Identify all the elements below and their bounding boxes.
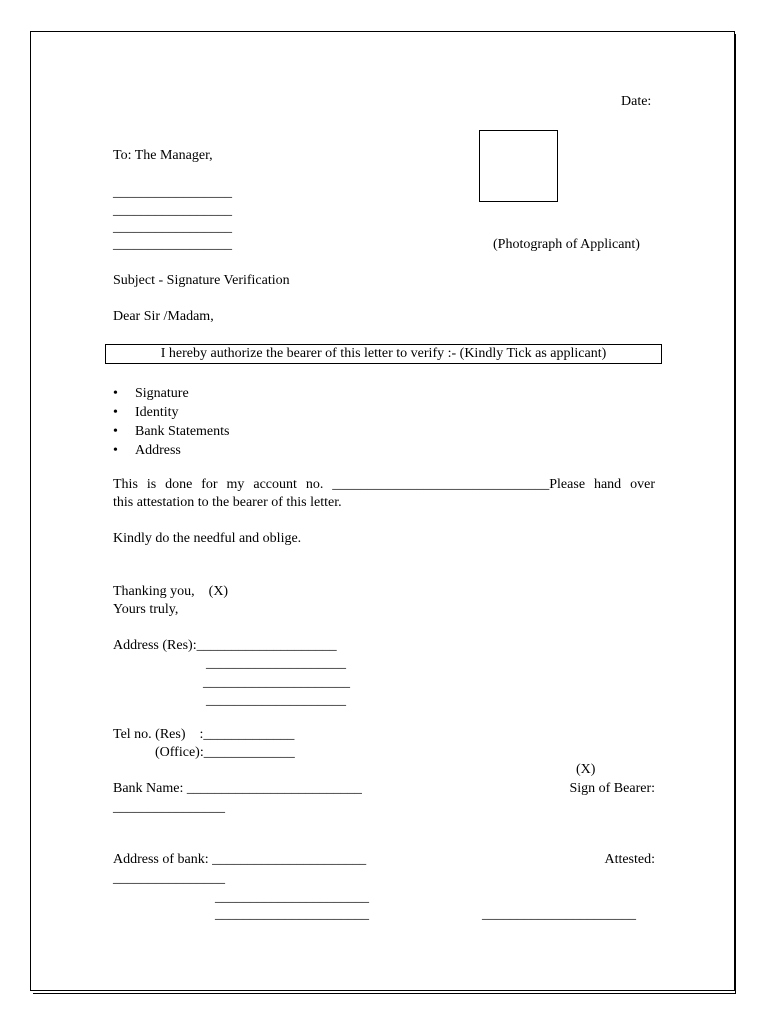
attest-signature-line: ______________________ <box>482 907 636 922</box>
to-line: To: The Manager, <box>113 148 213 163</box>
sign-of-bearer: Sign of Bearer: <box>569 781 655 796</box>
account-line: This is done for my account no. _______________________________Please hand over <box>113 477 655 492</box>
tel-office-line: (Office):_____________ <box>155 745 295 760</box>
account-line-2: this attestation to the bearer of this letter. <box>113 495 342 510</box>
list-item <box>113 403 230 422</box>
list-item <box>113 422 230 441</box>
recipient-line-4: _________________ <box>113 237 232 252</box>
bank-name-line-2: ________________ <box>113 800 225 815</box>
recipient-line-3: _________________ <box>113 220 232 235</box>
date-label: Date: <box>621 94 652 109</box>
salutation: Dear Sir /Madam, <box>113 309 214 324</box>
list-item <box>113 441 230 460</box>
verify-options-list <box>113 384 230 460</box>
bank-name-line: Bank Name: _________________________ <box>113 781 362 796</box>
yours-truly: Yours truly, <box>113 602 179 617</box>
authorize-box: I hereby authorize the bearer of this letter to verify :- (Kindly Tick as applicant) <box>105 344 662 364</box>
recipient-line-1: _________________ <box>113 185 232 200</box>
bullet-icon: • <box>113 424 118 439</box>
address-res-line-4: ____________________ <box>206 693 346 708</box>
bullet-icon: • <box>113 386 118 401</box>
bearer-mark: (X) <box>576 762 596 777</box>
list-item <box>113 384 230 403</box>
tel-res-line: Tel no. (Res) :_____________ <box>113 727 295 742</box>
bullet-icon: • <box>113 443 118 458</box>
address-bank-line-3: ______________________ <box>215 890 369 905</box>
address-bank-line-1: Address of bank: ______________________ <box>113 852 367 867</box>
address-res-line-3: _____________________ <box>203 675 350 690</box>
bullet-icon: • <box>113 405 118 420</box>
attested-label: Attested: <box>604 852 655 867</box>
option-signature: Signature <box>135 386 189 401</box>
address-res-line-1: Address (Res):____________________ <box>113 638 337 653</box>
option-bank-statements: Bank Statements <box>135 424 230 439</box>
address-bank-line-2: ________________ <box>113 871 225 886</box>
option-identity: Identity <box>135 405 179 420</box>
needful-line: Kindly do the needful and oblige. <box>113 531 302 546</box>
subject-line: Subject - Signature Verification <box>113 273 290 288</box>
photo-caption: (Photograph of Applicant) <box>493 237 640 252</box>
address-res-line-2: ____________________ <box>206 656 346 671</box>
option-address: Address <box>135 443 181 458</box>
recipient-line-2: _________________ <box>113 203 232 218</box>
thanking-line: Thanking you, (X) <box>113 584 229 599</box>
address-bank-line-4: ______________________ <box>215 907 369 922</box>
page-border-shadow <box>33 34 736 994</box>
photo-box <box>479 130 558 202</box>
